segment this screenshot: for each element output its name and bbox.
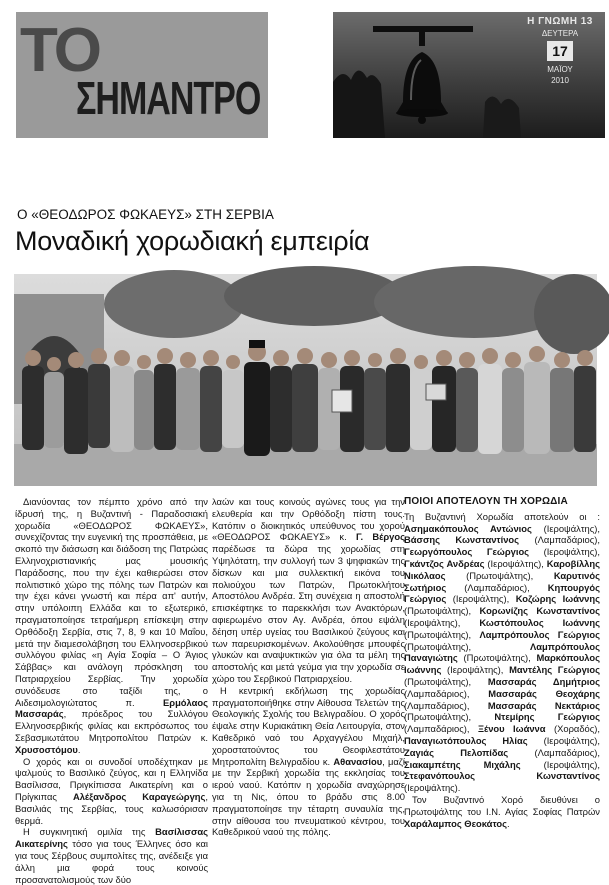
article-column-1	[15, 496, 208, 885]
text-run: , Βασιλιάς της Σερβίας, τους καλωσόρισαν θερμά.	[15, 790, 208, 826]
member-name: Μασσαράς Θεοχάρης	[488, 687, 600, 699]
member-name: Μαντέλης Γεώργιος	[509, 664, 600, 676]
text-run: Η συγκινητική ομιλία της	[23, 826, 146, 838]
member-role: (Ιεροψάλτης),	[527, 734, 600, 746]
section-masthead	[16, 12, 268, 138]
paragraph	[212, 496, 405, 685]
member-role: (Ιεροψάλτης),	[404, 616, 480, 628]
member-name: Κωστόπουλος Ιωάννης	[479, 616, 600, 628]
person-name: Αθανασίου	[333, 755, 383, 767]
member-role: (Πρωτοψάλτης),	[404, 605, 480, 617]
member-role: (Πρωτοψάλτης),	[457, 652, 537, 664]
member-role: (Ιεροψάλτης),	[484, 557, 547, 569]
text-run: λαών και τους κοινούς αγώνες τους για την ελευθερία και την Ορθόδοξη πίστη τους. Κατόπιν ο διοικητικός υπεύθυνος του χορού «ΘΕΟΔΩΡΟΣ ΦΩΚΑΕΥΣ» κ.	[212, 496, 405, 543]
member-role: (Ιεροψάλτης),	[520, 758, 600, 770]
member-name: Γκάντζος Ανδρέας	[404, 557, 485, 569]
member-name: Καρυτινός Σωτήριος	[404, 569, 600, 593]
text-run: τόσο για τους Έλληνες όσο και για τους Σέρβους συμπολίτες της, ανέδειξε για άλλη μια φορά τους κοινούς προσανατολισμούς των δύο	[15, 838, 208, 885]
member-name: Σιακαμπέτης Μιχάλης	[404, 758, 521, 770]
members-list	[404, 511, 600, 794]
member-name: Παναγιωτόπουλος Ηλίας	[404, 734, 528, 746]
person-name: Ερμόλαος Μασσαράς	[15, 696, 208, 720]
article-column-2	[212, 496, 405, 838]
bell-masthead-image	[333, 12, 605, 138]
text-run: Ο χορός και οι συνοδοί υποδέχτηκαν με ψαλμούς το Βασιλικό ζεύγος, και η Ελληνίδα Βασίλισσα, Πριγκίπισσα Αικατερίνη και ο Πρίγκιπας	[15, 755, 208, 802]
member-name: Λαμπρόπουλος Γεώργιος	[479, 628, 600, 640]
member-name: Λαμπρόπουλος Παναγιώτης	[404, 640, 600, 664]
issue-date-box	[521, 16, 599, 85]
member-name: Βάσσης Κωνσταντίνος	[404, 534, 520, 546]
text-run: Τη Βυζαντινή Χορωδία αποτελούν οι :	[404, 510, 600, 522]
member-role: (Πρωτοψάλτης),	[404, 628, 480, 640]
member-role: (Λαμπαδάριος),	[404, 699, 488, 711]
member-name: Κοζώρης Ιωάννης	[515, 593, 600, 605]
member-role: (Λαμπαδάριος),	[446, 581, 548, 593]
person-name: Γ. Βέργος	[355, 531, 405, 543]
member-name: Κηπουργός Γεώργιος	[404, 581, 600, 605]
member-name: Ζαγιάς Πελοπίδας	[404, 746, 509, 758]
article-headline: Μοναδική χορωδιακή εμπειρία	[15, 226, 370, 256]
section-title-prefix: ΤΟ	[20, 16, 99, 85]
member-name: Ξένου Ιωάννα	[477, 723, 546, 735]
text-run: Τον Βυζαντινό Χορό διευθύνει ο Πρωτοψάλτης του Ι.Ν. Αγίας Σοφίας Πατρών	[404, 793, 600, 817]
newspaper-name: Η ΓΝΩΜΗ 13	[527, 16, 593, 27]
member-name: Καροβίλλης Νικόλαος	[404, 557, 600, 581]
text-run: .	[506, 817, 510, 829]
member-role: (Πρωτοψάλτης),	[404, 711, 495, 723]
member-role: (Πρωτοψάλτης),	[445, 569, 554, 581]
member-role: (Χοραδός),	[545, 723, 600, 735]
person-name: Αλέξανδρος Καραγεώργης	[72, 790, 206, 802]
person-name: Χρυσοστόμου	[15, 743, 78, 755]
member-name: Κορωνίζης Κωνσταντίνος	[479, 605, 600, 617]
weekday: ΔΕΥΤΕΡΑ	[541, 29, 579, 38]
paragraph	[15, 826, 208, 885]
group-photo	[14, 274, 597, 486]
conductor-name: Χαράλαμπος Θεοκάτος	[404, 817, 507, 829]
member-name: Ντεμίρης Γεώργιος	[494, 711, 600, 723]
closing-paragraph	[404, 794, 600, 829]
member-role: (Λαμπαδάριος),	[404, 723, 478, 735]
member-name: Μασσαράς Νεκτάριος	[487, 699, 600, 711]
member-name: Γεωργόπουλος Γεώργιος	[404, 546, 530, 558]
text-run: , πρόεδρος του Συλλόγου Ελληνοσερβικής φιλίας και εκπρόσωπος του Σεβασμιωτάτου Μητροπολίτου Πατρών κ.	[15, 708, 208, 743]
text-run: Η κεντρική εκδήλωση της χορωδίας πραγματοποιήθηκε στην Αίθουσα Τελετών της Θεολογικής Σχολής του Βελιγραδίου. Ο χορός έψαλε στην Κυριακάτικη Θεία Λειτουργία, στον Καθεδρικό ναό του Αρχαγγέλου Μιχαήλ, χοροστατούντος του Θεοφιλεστάτου Μητροπολίτη Βελιγραδίου κ.	[212, 684, 405, 767]
member-name: Μασσαράς Δημήτριος	[487, 675, 600, 687]
member-name: Μαρκόπουλος Ιωάννης	[404, 652, 600, 676]
member-role: (Πρωτοψάλτης),	[404, 675, 488, 687]
member-role: (Λαμπαδάριος),	[508, 746, 600, 758]
month: ΜΑΪΟΥ	[547, 65, 573, 74]
day-number: 17	[547, 41, 573, 61]
text-run: , μαζί με την Σερβική χορωδία της εκκλησίας του ιερού ναού. Κατόπιν η χορωδία αναχώρησε για τη Νις, όπου το βράδυ στις 8.00 πραγματοποίησε την τέταρτη συναυλία της, στην αίθουσα του πνευματικού κέντρου, του Καθεδρικού ναού της πόλης.	[212, 755, 405, 838]
member-name: Ασημακόπουλος Αντώνιος	[404, 522, 532, 534]
section-title: ΣΗΜΑΝΤΡΟ	[76, 73, 261, 125]
member-role: (Ιεροψάλτης),	[529, 546, 600, 558]
box-title: ΠΟΙΟΙ ΑΠΟΤΕΛΟΥΝ ΤΗ ΧΟΡΩΔΙΑ	[404, 496, 568, 507]
article-kicker: Ο «ΘΕΟΔΩΡΟΣ ΦΩΚΑΕΥΣ» ΣΤΗ ΣΕΡΒΙΑ	[17, 207, 274, 222]
paragraph	[212, 685, 405, 838]
text-run: .	[77, 743, 81, 755]
member-role: (Ιεροψάλτης),	[446, 593, 516, 605]
choir-members-box	[404, 496, 601, 829]
paragraph	[15, 496, 208, 756]
text-run: Διανύοντας τον πέμπτο χρόνο από την ίδρυσή της, η Βυζαντινή - Παραδοσιακή χορωδία «ΘΕΟΔΩΡΟΣ ΦΩΚΑΕΥΣ», συνεχίζοντας την ευγενική της προσπάθεια, με σκοπό την διάσωση και διάδοση της Πατρώας Ελληνοχριστιανικής μας μουσικής Παράδοσης, που την έχει καθιερώσει στον πολιτιστικό χώρο της πόλης των Πατρών και την έχει κάνει γνωστή και πέρα απ' αυτήν, στην υπόλοιπη Ελλάδα και το εξωτερικό, πραγματοποίησε τετραήμερη επίσκεψη στην Ορθόδοξη Σερβία, στις 7, 8, 9 και 10 Μαΐου, μετά την διαμεσολάβηση του Ελληνοσερβικού συλλόγου φιλίας «η Αγία Σοφία – Ο Άγιος Σάββας» και ανάλογη πρόσκληση του Πατριαρχείου Σερβίας. Την χορωδία συνόδευσε στο ταξίδι της, ο Αιδεσιμολογιώτατος π.	[15, 496, 208, 708]
member-role: (Ιεροψάλτης),	[441, 664, 510, 676]
member-role: (Λαμπαδάριος),	[519, 534, 600, 546]
person-name: Βασίλισσας Αικατερίνης	[15, 826, 208, 850]
member-role: (Ιεροψάλτης).	[404, 782, 461, 794]
text-run: παρέδωσε τα δώρα της χορωδίας στη Υψηλότατη, την συλλογή των 3 ψηφιακών της δίσκων και μια συλλεκτική εικόνα του πολιούχου των Πατρών, Πρωτοκλήτου Αποστόλου Ανδρέα. Στη συνέχεια η αποστολή επισκέφτηκε το παρεκκλήσι των Ανακτόρων, αφιερωμένο στον Αγ. Ανδρέα, όπου εψάλη δέηση υπέρ υγείας του Βασιλικού ζεύγους και των παρευρισκομένων. Ακολούθησε μπουφές γλυκών και αναψυκτικών για όλα τα μέλη της αποστολής και μετά γεύμα για την χορωδία σε χώρο του Σερβικού Πατριαρχείου.	[212, 543, 405, 684]
year: 2010	[551, 76, 569, 85]
member-role: (Πρωτοψάλτης),	[404, 640, 530, 652]
member-role: (Ιεροψάλτης),	[531, 522, 601, 534]
group-photo-illustration	[14, 274, 597, 486]
member-name: Στεφανόπουλος Κωνσταντίνος	[404, 770, 600, 782]
member-role: (Λαμπαδάριος),	[404, 687, 489, 699]
paragraph	[15, 756, 208, 827]
